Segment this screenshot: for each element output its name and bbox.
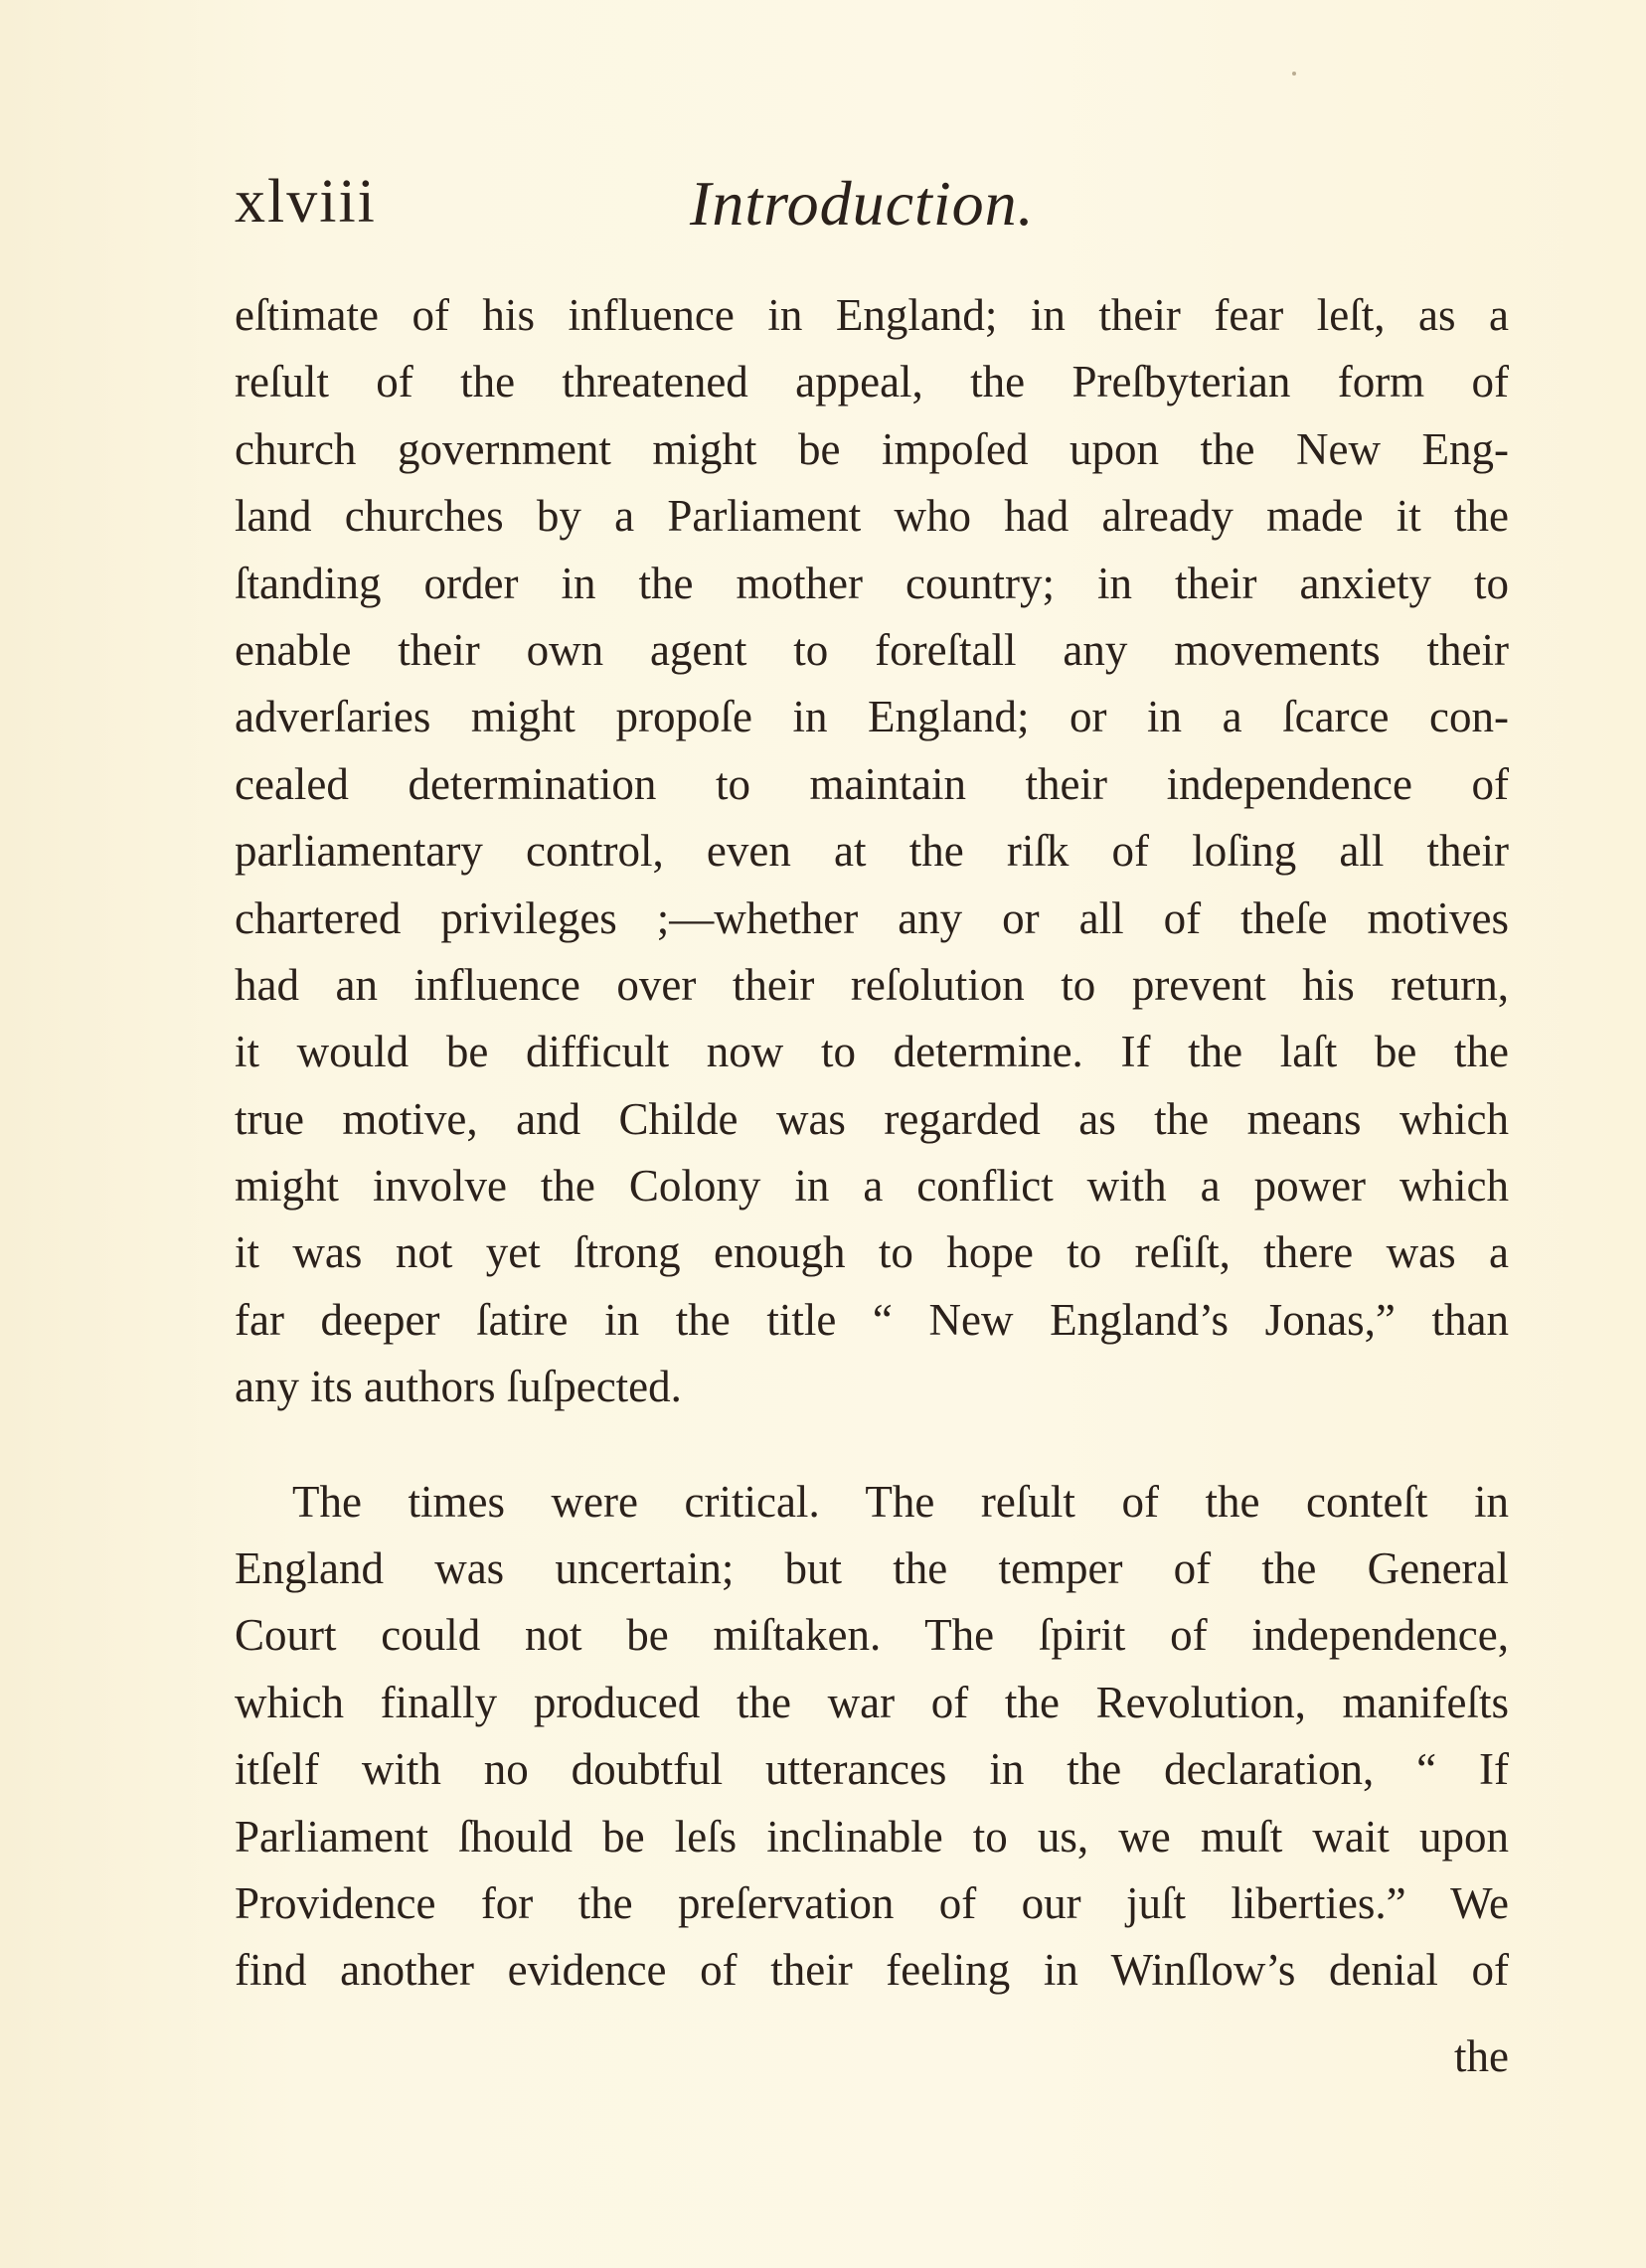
text-line: reſult of the threatened appeal, the Preſbyterian form of xyxy=(235,357,1509,407)
text-line: adverſaries might propoſe in England; or in a ſcarce con- xyxy=(235,692,1509,742)
text-line: which finally produced the war of the Revolution, manifeſts xyxy=(235,1677,1509,1727)
text-line: cealed determination to maintain their independence of xyxy=(235,758,1509,809)
text-line: might involve the Colony in a conflict with a power which xyxy=(235,1161,1509,1212)
text-line: church government might be impoſed upon the New Eng- xyxy=(235,423,1509,474)
text-line: any its authors ſuſpected. xyxy=(235,1362,682,1412)
text-line: had an influence over their reſolution to prevent his return, xyxy=(235,959,1509,1010)
text-line: eſtimate of his influence in England; in their fear leſt, as a xyxy=(235,290,1509,340)
paragraph-spacer xyxy=(235,1421,1509,1469)
paragraph-2 xyxy=(235,1469,1509,2005)
text-line: true motive, and Childe was regarded as the means which xyxy=(235,1093,1509,1144)
text-line: land churches by a Parliament who had already made it the xyxy=(235,491,1509,542)
paragraph-1 xyxy=(235,282,1509,1421)
text-line: it would be difficult now to determine. If the laſt be the xyxy=(235,1027,1509,1077)
body-text xyxy=(235,282,1509,2005)
text-line: Providence for the preſervation of our juſt liberties.” We xyxy=(235,1877,1509,1928)
text-line: enable their own agent to foreſtall any movements their xyxy=(235,624,1509,675)
text-line: itſelf with no doubtful utterances in the declaration, “ If xyxy=(235,1744,1509,1795)
text-line: parliamentary control, even at the riſk of loſing all their xyxy=(235,826,1509,877)
running-title: Introduction. xyxy=(690,168,1035,239)
catchword: the xyxy=(1454,2031,1509,2081)
text-line: chartered privileges ;—whether any or all of theſe motives xyxy=(235,892,1509,943)
page-number: xlviii xyxy=(235,168,377,236)
paper-speck xyxy=(1292,72,1296,76)
text-line: The times were critical. The reſult of the conteſt in xyxy=(292,1476,1509,1527)
text-line: England was uncertain; but the temper of the General xyxy=(235,1543,1509,1594)
text-line: Parliament ſhould be leſs inclinable to us, we muſt wait upon xyxy=(235,1811,1509,1862)
text-line: Court could not be miſtaken. The ſpirit of independence, xyxy=(235,1610,1509,1661)
text-line: far deeper ſatire in the title “ New England’s Jonas,” than xyxy=(235,1294,1509,1345)
text-line: find another evidence of their feeling in Winſlow’s denial of xyxy=(235,1945,1509,1996)
text-line: ſtanding order in the mother country; in their anxiety to xyxy=(235,558,1509,608)
text-line: it was not yet ſtrong enough to hope to reſiſt, there was a xyxy=(235,1227,1509,1278)
running-head xyxy=(235,167,1509,256)
